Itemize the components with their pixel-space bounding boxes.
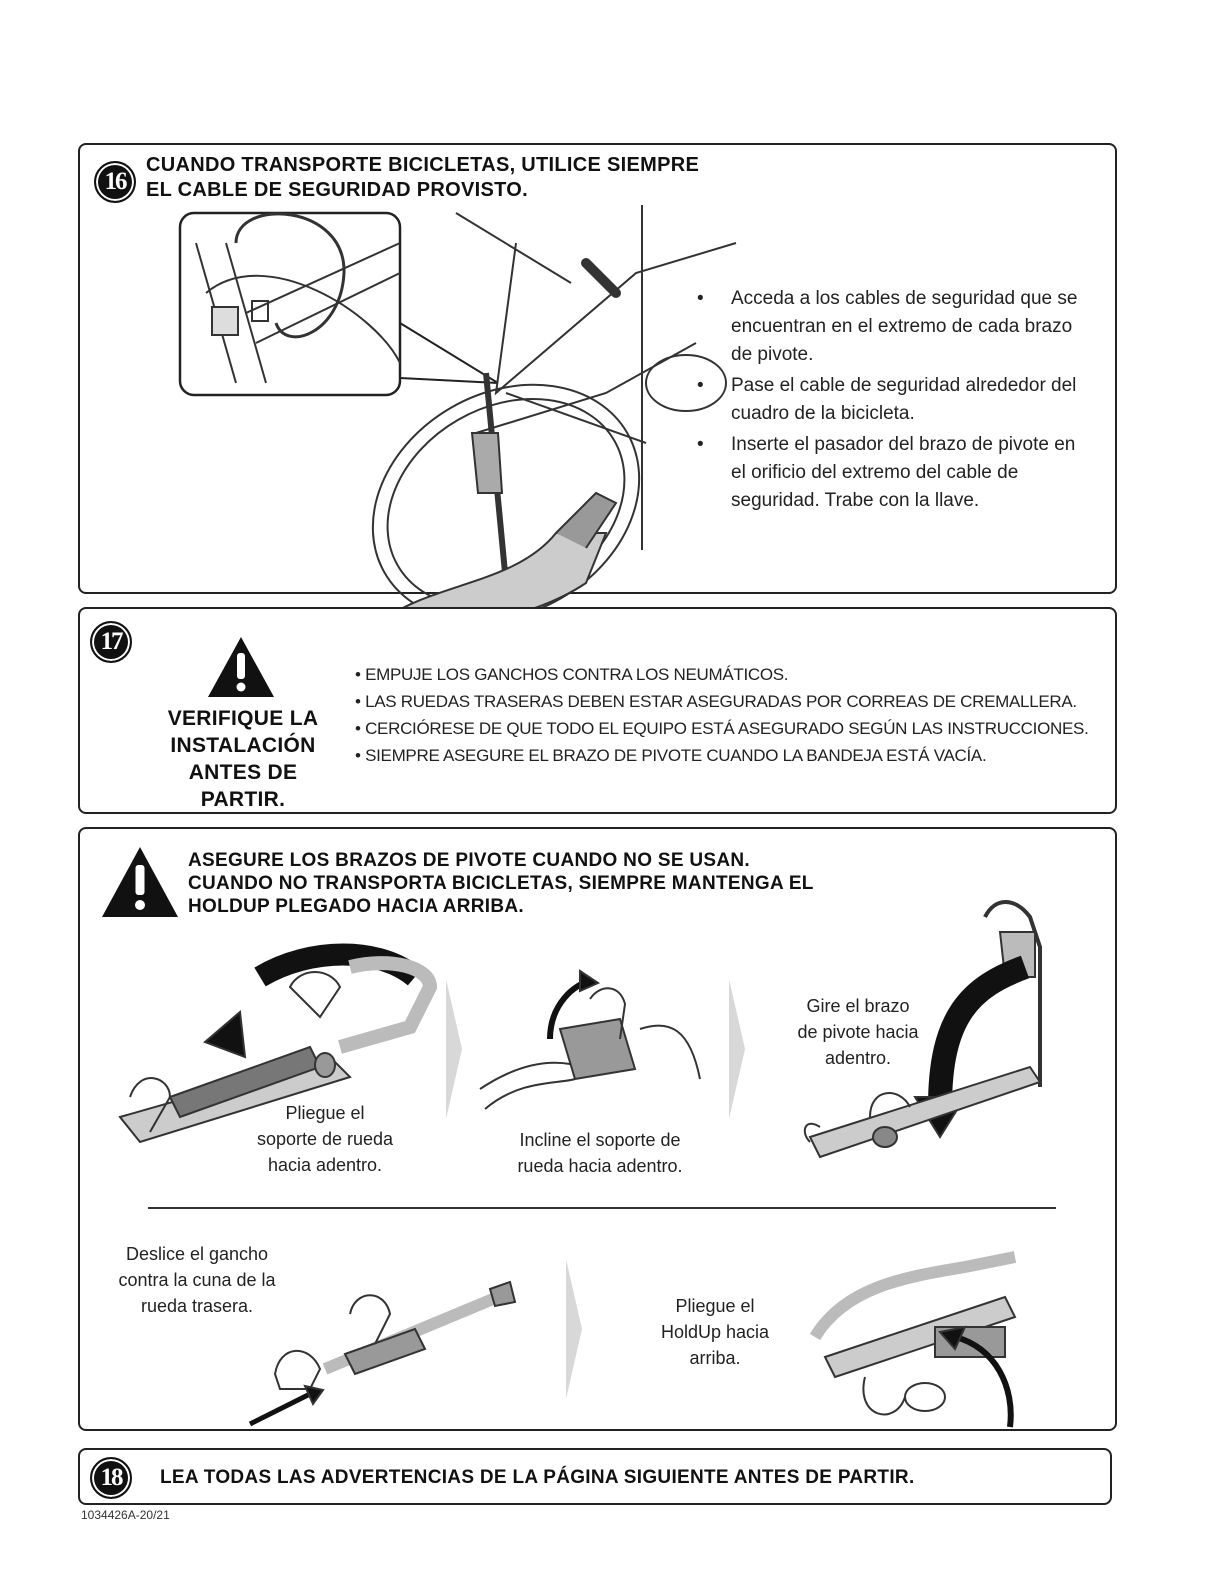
step-16-heading-line1: CUANDO TRANSPORTE BICICLETAS, UTILICE SIEMPRE: [146, 154, 700, 176]
warning-triangle-icon: [206, 635, 276, 699]
step-17-bullet-2: • LAS RUEDAS TRASERAS DEBEN ESTAR ASEGURADAS POR CORREAS DE CREMALLERA.: [355, 692, 1077, 711]
caption-fold-holdup: [640, 1293, 790, 1371]
step-16-instructions: [697, 285, 1092, 518]
caption-turn-arm-line3: adentro.: [824, 1048, 892, 1068]
caption-fold-wheel-line3: hacia adentro.: [267, 1155, 383, 1175]
step-16-heading: [146, 153, 946, 203]
caption-fold-wheel-line1: Pliegue el: [285, 1103, 365, 1123]
caption-turn-arm-line1: Gire el brazo: [806, 996, 910, 1016]
step-18-number-badge: 18: [90, 1457, 132, 1499]
step-17-warning-line1: VERIFIQUE LA: [167, 707, 319, 730]
bike-security-cable-illustration: [176, 203, 736, 623]
warning-triangle-icon: [100, 845, 180, 919]
step-17-warning-text: [138, 705, 348, 813]
step-arrow-icon: [727, 979, 747, 1119]
step-17-warning-line3: ANTES DE: [188, 761, 298, 784]
slide-hook-illustration: [255, 1274, 515, 1424]
tilt-wheel-support-illustration: [480, 969, 720, 1119]
caption-fold-holdup-line3: arriba.: [689, 1348, 741, 1368]
fold-heading-line1: ASEGURE LOS BRAZOS DE PIVOTE CUANDO NO SE USAN.: [188, 850, 750, 871]
caption-tilt-wheel-line1: Incline el soporte de: [519, 1130, 681, 1150]
caption-slide-hook-line1: Deslice el gancho: [125, 1244, 269, 1264]
fold-instructions-panel: [78, 827, 1117, 1431]
caption-fold-wheel-line2: soporte de rueda: [256, 1129, 394, 1149]
caption-fold-wheel: [230, 1100, 420, 1178]
step-arrow-icon: [564, 1259, 584, 1399]
step-16-bullet-1: • Acceda a los cables de seguridad que se encuentran en el extremo de cada brazo de pivote.: [697, 285, 1092, 369]
caption-slide-hook-line2: contra la cuna de la: [118, 1270, 276, 1290]
step-16-bullet-3: • Inserte el pasador del brazo de pivote en el orificio del extremo del cable de seguridad. Trabe con la llave.: [697, 431, 1092, 515]
step-17-panel: [78, 607, 1117, 814]
step-16-number-badge: 16: [94, 161, 136, 203]
step-16-bullet-2: • Pase el cable de seguridad alrededor del cuadro de la bicicleta.: [697, 372, 1092, 428]
caption-fold-holdup-line1: Pliegue el: [675, 1296, 755, 1316]
step-17-bullet-3: • CERCIÓRESE DE QUE TODO EL EQUIPO ESTÁ ASEGURADO SEGÚN LAS INSTRUCCIONES.: [355, 719, 1089, 738]
fold-section-divider: [148, 1207, 1056, 1209]
step-17-bullet-1: • EMPUJE LOS GANCHOS CONTRA LOS NEUMÁTICOS.: [355, 665, 789, 684]
step-16-panel: [78, 143, 1117, 594]
caption-fold-holdup-line2: HoldUp hacia: [660, 1322, 770, 1342]
step-arrow-icon: [444, 979, 464, 1119]
caption-slide-hook-line3: rueda trasera.: [140, 1296, 254, 1316]
step-16-heading-line2: EL CABLE DE SEGURIDAD PROVISTO.: [146, 179, 528, 201]
step-16-divider: [641, 205, 643, 550]
fold-heading-line3: HOLDUP PLEGADO HACIA ARRIBA.: [188, 896, 524, 917]
caption-turn-arm-line2: de pivote hacia: [797, 1022, 919, 1042]
caption-tilt-wheel-line2: rueda hacia adentro.: [517, 1156, 683, 1176]
step-17-checklist: [355, 661, 1115, 769]
document-code: 1034426A-20/21: [81, 1508, 170, 1522]
step-18-panel: [78, 1448, 1112, 1505]
step-17-number-badge: 17: [90, 621, 132, 663]
step-17-bullet-4: • SIEMPRE ASEGURE EL BRAZO DE PIVOTE CUANDO LA BANDEJA ESTÁ VACÍA.: [355, 746, 987, 765]
step-17-warning-line2: INSTALACIÓN: [170, 734, 316, 757]
step-17-warning-line4: PARTIR.: [200, 788, 286, 811]
caption-tilt-wheel: [490, 1127, 710, 1179]
fold-heading-line2: CUANDO NO TRANSPORTA BICICLETAS, SIEMPRE MANTENGA EL: [188, 873, 814, 894]
fold-holdup-illustration: [805, 1247, 1035, 1437]
step-18-text: LEA TODAS LAS ADVERTENCIAS DE LA PÁGINA SIGUIENTE ANTES DE PARTIR.: [160, 1467, 915, 1488]
caption-turn-arm: [768, 993, 948, 1071]
